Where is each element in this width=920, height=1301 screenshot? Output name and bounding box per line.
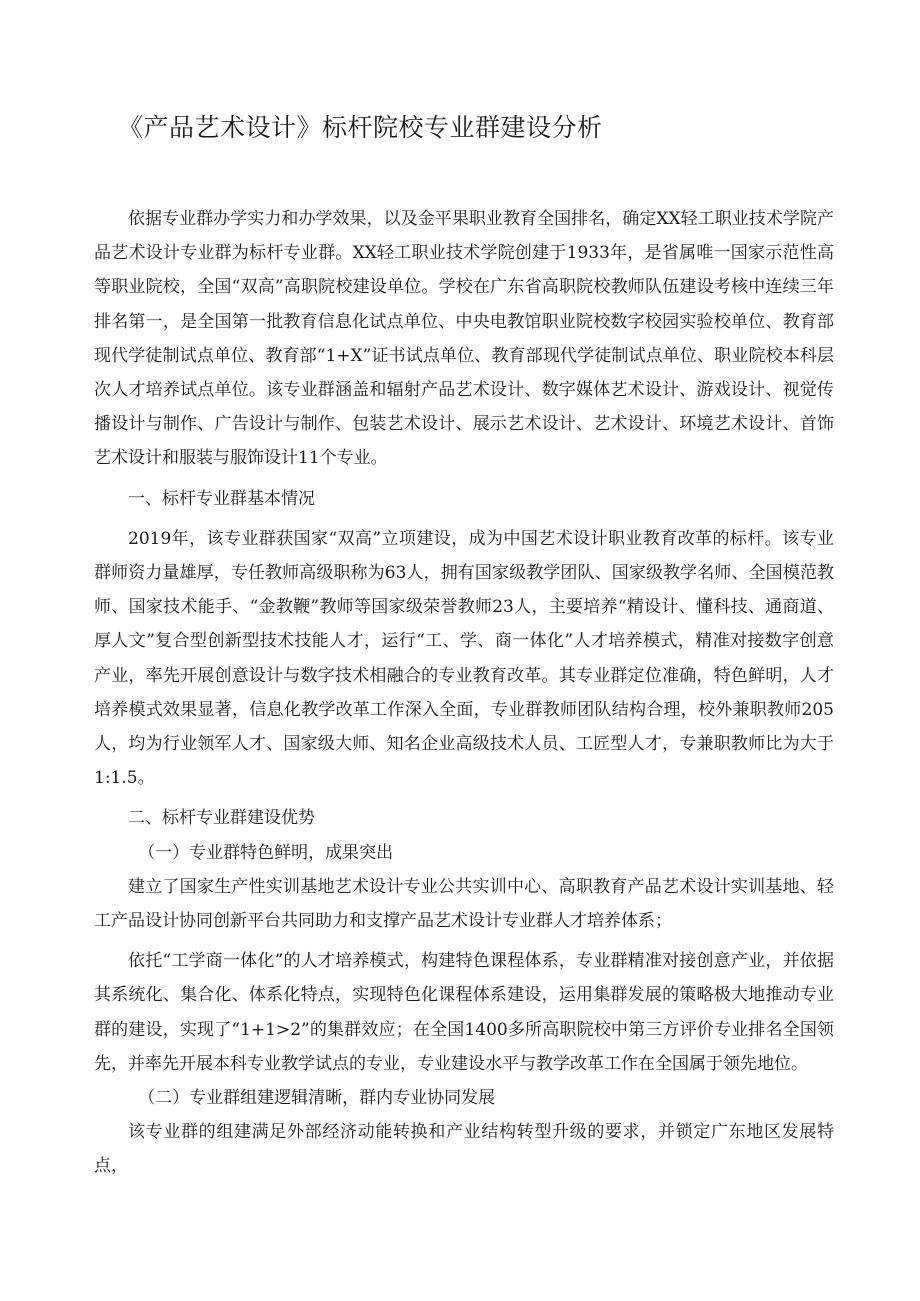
body-paragraph: 2019年，该专业群获国家“双高”立项建设，成为中国艺术设计职业教育改革的标杆。该专业群师资力量雄厚，专任教师高级职称为63人，拥有国家级教学团队、国家级教学名师、全国模范教师、国家技术能手、“金教鞭”教师等国家级荣誉教师23人，主要培养“精设计、懂科技、通商道、厚人文”复合型创新型技术技能人才，运行“工、学、商一体化”人才培养模式，精准对接数字创意产业，率先开展创意设计与数字技术相融合的专业教育改革。其专业群定位准确，特色鲜明，人才培养模式效果显著，信息化教学改革工作深入全面，专业群教师团队结构合理，校外兼职教师205人，均为行业领军人才、国家级大师、知名企业高级技术人员、工匠型人才，专兼职教师比为大于1:1.5。: [94, 528, 834, 789]
section-heading-2: 二、标杆专业群建设优势: [128, 808, 315, 829]
body-paragraph: 该专业群的组建满足外部经济动能转换和产业结构转型升级的要求，并锁定广东地区发展特点，: [94, 1122, 834, 1177]
body-paragraph: 依托“工学商一体化”的人才培养模式，构建特色课程体系，专业群精准对接创意产业，并依据其系统化、集合化、体系化特点，实现特色化课程体系建设，运用集群发展的策略极大地推动专业群的建设，实现了“1+1>2”的集群效应；在全国1400多所高职院校中第三方评价专业排名全国领先，并率先开展本科专业教学试点的专业，专业建设水平与教学改革工作在全国属于领先地位。: [94, 951, 834, 1074]
document-body: [94, 202, 834, 1184]
body-paragraph: 建立了国家生产性实训基地艺术设计专业公共实训中心、高职教育产品艺术设计实训基地、轻工产品设计协同创新平台共同助力和支撑产品艺术设计专业群人才培养体系；: [94, 876, 834, 932]
document-title: 《产品艺术设计》标杆院校专业群建设分析: [118, 113, 603, 142]
section-heading-1: 一、标杆专业群基本情况: [128, 488, 315, 509]
subsection-heading-1: （一）专业群特色鲜明，成果突出: [138, 842, 394, 863]
subsection-heading-2: （二）专业群组建逻辑清晰，群内专业协同发展: [138, 1088, 496, 1109]
intro-paragraph: 依据专业群办学实力和办学效果，以及金平果职业教育全国排名，确定XX轻工职业技术学院产品艺术设计专业群为标杆专业群。XX轻工职业技术学院创建于1933年，是省属唯一国家示范性高等职业院校，全国“双高”高职院校建设单位。学校在广东省高职院校教师队伍建设考核中连续三年排名第一，是全国第一批教育信息化试点单位、中央电教馆职业院校数字校园实验校单位、教育部现代学徒制试点单位、教育部“1+X”证书试点单位、教育部现代学徒制试点单位、职业院校本科层次人才培养试点单位。该专业群涵盖和辐射产品艺术设计、数字媒体艺术设计、游戏设计、视觉传播设计与制作、广告设计与制作、包装艺术设计、展示艺术设计、艺术设计、环境艺术设计、首饰艺术设计和服装与服饰设计11个专业。: [94, 209, 834, 469]
